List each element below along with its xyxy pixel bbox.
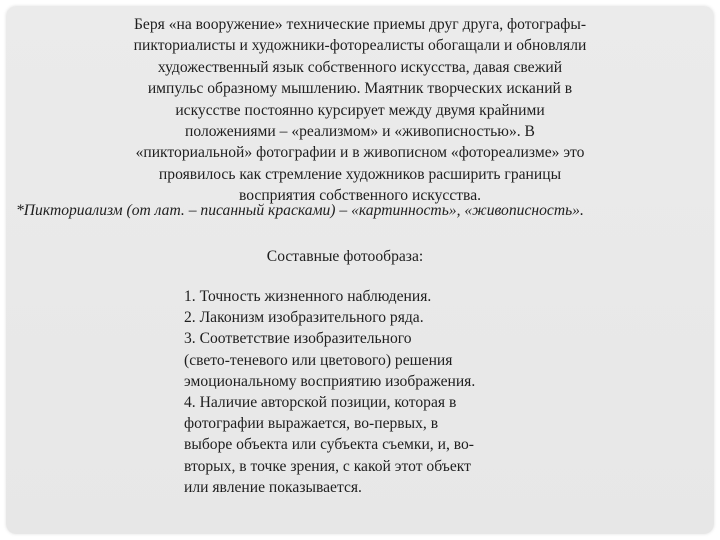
- components-title: Составные фотообраза:: [266, 248, 424, 265]
- list-line: 4. Наличие авторской позиции, которая в: [184, 394, 457, 412]
- list-line: 1. Точность жизненного наблюдения.: [184, 288, 432, 305]
- paragraph-line: художественный язык собственного искусства, давая свежий: [157, 58, 563, 76]
- paragraph-line: Беря «на вооружение» технические приемы друг друга, фотографы-: [133, 16, 587, 33]
- paragraph-line: «пикториальной» фотографии и в живописном «фотореализме» это: [135, 144, 585, 162]
- list-line: 2. Лаконизм изобразительного ряда.: [184, 309, 424, 327]
- list-line: 3. Соответствие изобразительного: [184, 330, 412, 348]
- paragraph-line: проявилось как стремление художников расширить границы: [158, 165, 562, 183]
- list-line: (свето-теневого или цветового) решения: [184, 351, 453, 369]
- list-line: выборе объекта или субъекта съемки, и, во-: [184, 436, 474, 454]
- footnote: *Пикториализм (от лат. – писанный красками) – «картинность», «живописность».: [16, 202, 584, 219]
- intro-paragraph: [0, 14, 720, 207]
- list-line: вторых, в точке зрения, с какой этот объект: [184, 457, 471, 475]
- paragraph-line: искусстве постоянно курсирует между двумя крайними: [175, 101, 545, 119]
- components-list: [184, 286, 475, 498]
- list-line: или явление показывается.: [184, 478, 362, 496]
- paragraph-line: пикториалисты и художники-фотореалисты обогащали и обновляли: [133, 37, 587, 55]
- paragraph-line: восприятия собственного искусства.: [238, 187, 482, 205]
- list-line: эмоциональному восприятию изображения.: [184, 372, 476, 390]
- list-line: фотографии выражается, во-первых, в: [184, 415, 439, 433]
- paragraph-line: импульс образному мышлению. Маятник творческих исканий в: [147, 80, 573, 98]
- paragraph-line: положениями – «реализмом» и «живописностью». В: [185, 123, 535, 141]
